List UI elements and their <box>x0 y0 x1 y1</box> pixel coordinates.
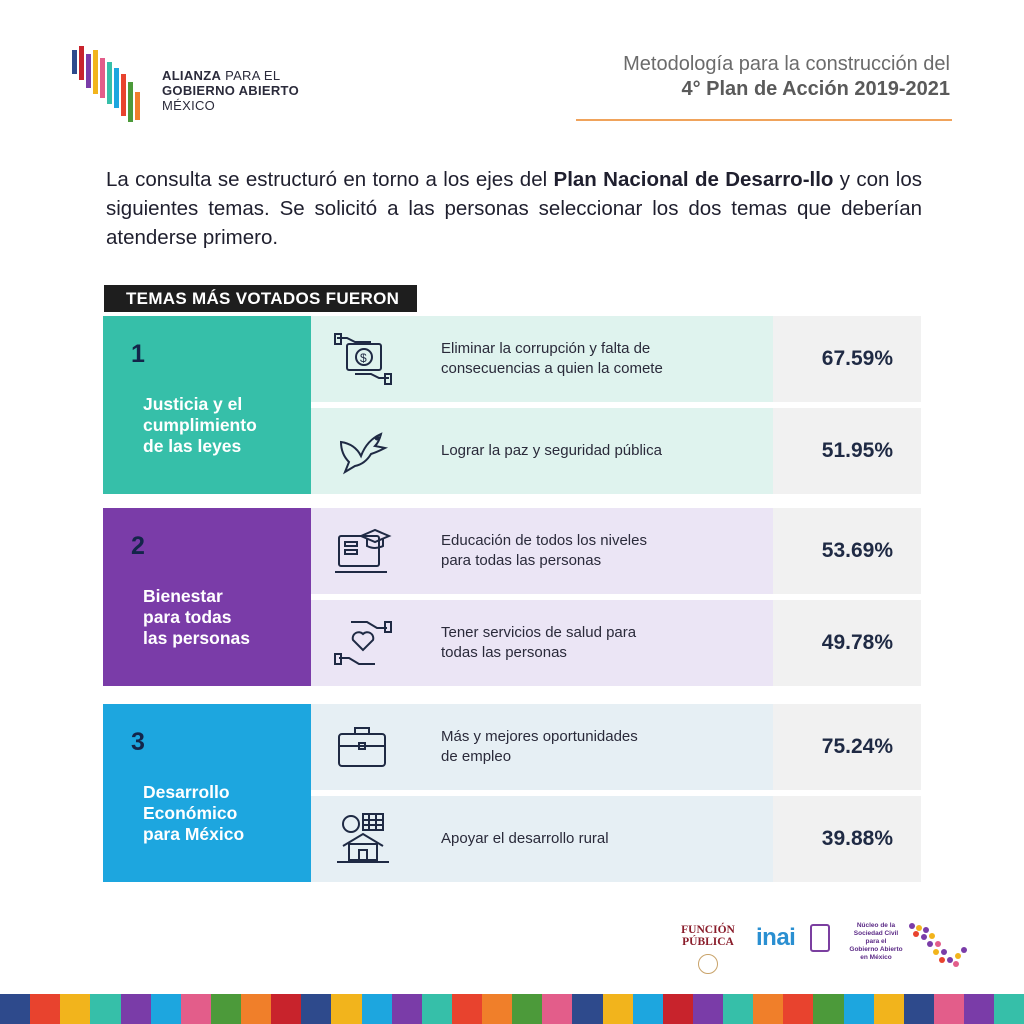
alianza-logo <box>70 44 320 124</box>
alianza-logo-text: ALIANZA PARA EL GOBIERNO ABIERTO MÉXICO <box>162 68 299 113</box>
document-title <box>623 52 950 102</box>
rural-house-icon <box>333 810 393 868</box>
stripe-segment <box>241 994 271 1024</box>
stripe-segment <box>844 994 874 1024</box>
axis-number: 1 <box>131 340 145 368</box>
topic-percentage: 39.88% <box>821 827 893 850</box>
stripe-segment <box>663 994 693 1024</box>
stripe-segment <box>693 994 723 1024</box>
axis-group-2 <box>103 508 921 686</box>
inai-logo: inai <box>756 924 836 952</box>
intro-paragraph: La consulta se estructuró en torno a los ejes del Plan Nacional de Desarro-llo y con los siguientes temas. Se solicitó a las personas seleccionar los dos temas que deberían atenderse primero. <box>106 168 922 249</box>
stripe-segment <box>181 994 211 1024</box>
topic-text: Más y mejores oportunidades de empleo <box>441 728 638 765</box>
stripe-segment <box>723 994 753 1024</box>
topic-row <box>311 600 921 686</box>
section-label: TEMAS MÁS VOTADOS FUERON <box>104 285 417 312</box>
education-icon <box>333 522 393 580</box>
topic-row <box>311 796 921 882</box>
stripe-segment <box>301 994 331 1024</box>
topic-percentage: 51.95% <box>821 439 893 462</box>
health-hands-icon <box>333 614 393 672</box>
topic-row <box>311 408 921 494</box>
stripe-segment <box>362 994 392 1024</box>
topic-percentage: 75.24% <box>821 735 893 758</box>
topic-percentage: 53.69% <box>821 539 893 562</box>
stripe-segment <box>482 994 512 1024</box>
axis-number: 2 <box>131 532 145 560</box>
stripe-segment <box>60 994 90 1024</box>
stripe-segment <box>422 994 452 1024</box>
topic-text: Apoyar el desarrollo rural <box>441 830 609 847</box>
axis-panel <box>103 704 311 882</box>
stripe-segment <box>542 994 572 1024</box>
inai-emblem-icon <box>810 924 830 952</box>
stripe-segment <box>753 994 783 1024</box>
stripe-segment <box>874 994 904 1024</box>
axis-name: Bienestar para todas las personas <box>143 586 250 648</box>
axis-number: 3 <box>131 728 145 756</box>
stripe-segment <box>813 994 843 1024</box>
stripe-segment <box>964 994 994 1024</box>
topic-text: Eliminar la corrupción y falta de consecuencias a quien la comete <box>441 340 663 377</box>
funcion-publica-logo: FUNCIÓN PÚBLICA <box>676 924 740 974</box>
svg-text:$: $ <box>360 351 367 365</box>
stripe-segment <box>121 994 151 1024</box>
mexico-map-icon <box>906 920 972 972</box>
stripe-segment <box>151 994 181 1024</box>
dove-icon <box>333 422 393 480</box>
seal-icon <box>698 954 718 974</box>
stripe-segment <box>603 994 633 1024</box>
topic-percentage: 67.59% <box>821 347 893 370</box>
topic-row <box>311 316 921 402</box>
stripe-segment <box>392 994 422 1024</box>
stripe-segment <box>994 994 1024 1024</box>
topic-text: Lograr la paz y seguridad pública <box>441 442 662 459</box>
partner-logos <box>670 916 970 976</box>
axis-group-3 <box>103 704 921 882</box>
money-hands-icon <box>333 330 393 388</box>
stripe-segment <box>512 994 542 1024</box>
axis-panel <box>103 508 311 686</box>
stripe-segment <box>331 994 361 1024</box>
color-stripe <box>0 994 1024 1024</box>
topic-percentage: 49.78% <box>821 631 893 654</box>
nucleo-text: Núcleo de la Sociedad Civil para el Gobierno Abierto en México <box>849 922 903 961</box>
stripe-segment <box>90 994 120 1024</box>
stripe-segment <box>572 994 602 1024</box>
stripe-segment <box>30 994 60 1024</box>
axis-name: Justicia y el cumplimiento de las leyes <box>143 394 257 456</box>
stripe-segment <box>452 994 482 1024</box>
topic-text: Tener servicios de salud para todas las personas <box>441 624 637 661</box>
topic-row <box>311 704 921 790</box>
topic-text: Educación de todos los niveles para todas las personas <box>441 532 647 569</box>
briefcase-icon <box>333 718 393 776</box>
alianza-logo-icon <box>70 44 150 124</box>
stripe-segment <box>0 994 30 1024</box>
stripe-segment <box>783 994 813 1024</box>
document-title-line2: 4° Plan de Acción 2019-2021 <box>681 78 950 100</box>
stripe-segment <box>633 994 663 1024</box>
stripe-segment <box>271 994 301 1024</box>
stripe-segment <box>211 994 241 1024</box>
stripe-segment <box>904 994 934 1024</box>
document-title-line1: Metodología para la construcción del <box>623 53 950 75</box>
axis-name: Desarrollo Económico para México <box>143 782 245 844</box>
title-divider <box>576 119 952 121</box>
axis-group-1 <box>103 316 921 494</box>
topic-row <box>311 508 921 594</box>
axis-panel <box>103 316 311 494</box>
stripe-segment <box>934 994 964 1024</box>
